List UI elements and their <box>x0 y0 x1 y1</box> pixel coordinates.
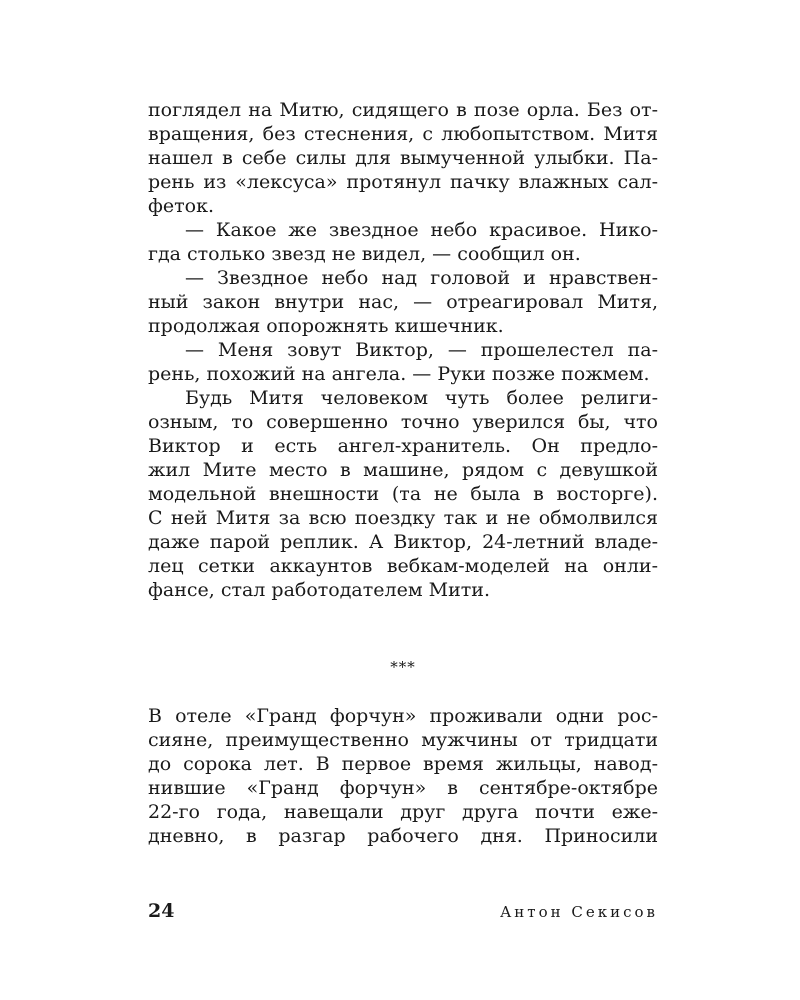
text-line: до сорока лет. В первое время жильцы, навод- <box>148 753 658 775</box>
text-line: жил Мите место в машине, рядом с девушкой <box>148 459 658 481</box>
text-line: В отеле «Гранд форчун» проживали одни рос- <box>148 705 658 727</box>
text-line: феток. <box>148 195 214 217</box>
text-line: Будь Митя человеком чуть более религи- <box>185 387 658 409</box>
running-head-author: Антон Секисов <box>499 903 658 921</box>
text-line: озным, то совершенно точно уверился бы, что <box>148 411 658 433</box>
text-line: гда столько звезд не видел, — сообщил он. <box>148 243 581 265</box>
text-line: — Какое же звездное небо красивое. Нико- <box>185 219 658 241</box>
text-line: продолжая опорожнять кишечник. <box>148 315 504 337</box>
section-separator: *** <box>390 658 416 676</box>
text-line: рень, похожий на ангела. — Руки позже пожмем. <box>148 363 650 385</box>
page-number: 24 <box>148 900 175 922</box>
text-line: модельной внешности (та не была в восторге). <box>148 483 658 505</box>
text-line: — Меня зовут Виктор, — прошелестел па- <box>185 339 658 361</box>
body-text-block-1 <box>148 98 658 602</box>
text-line: 22-го года, навещали друг друга почти еже- <box>148 801 658 823</box>
text-line: даже парой реплик. А Виктор, 24-летний владе- <box>148 531 658 553</box>
text-line: вращения, без стеснения, с любопытством. Митя <box>148 123 658 145</box>
text-line: нившие «Гранд форчун» в сентябре-октябре <box>148 777 658 799</box>
text-line: ный закон внутри нас, — отреагировал Митя, <box>148 291 658 313</box>
text-line: рень из «лексуса» протянул пачку влажных сал- <box>148 171 658 193</box>
text-line: лец сетки аккаунтов вебкам-моделей на онли- <box>148 555 658 577</box>
text-line: сияне, преимущественно мужчины от тридцати <box>148 729 658 751</box>
text-line: нашел в себе силы для вымученной улыбки. Па- <box>148 147 658 169</box>
text-line: — Звездное небо над головой и нравствен- <box>185 267 658 289</box>
body-text-block-2 <box>148 704 658 848</box>
text-line: Виктор и есть ангел-хранитель. Он предло- <box>148 435 658 457</box>
text-line: фансе, стал работодателем Мити. <box>148 579 490 601</box>
text-line: дневно, в разгар рабочего дня. Приносили <box>148 825 658 847</box>
text-line: поглядел на Митю, сидящего в позе орла. Без от- <box>148 99 658 121</box>
text-line: С ней Митя за всю поездку так и не обмолвился <box>148 507 658 529</box>
